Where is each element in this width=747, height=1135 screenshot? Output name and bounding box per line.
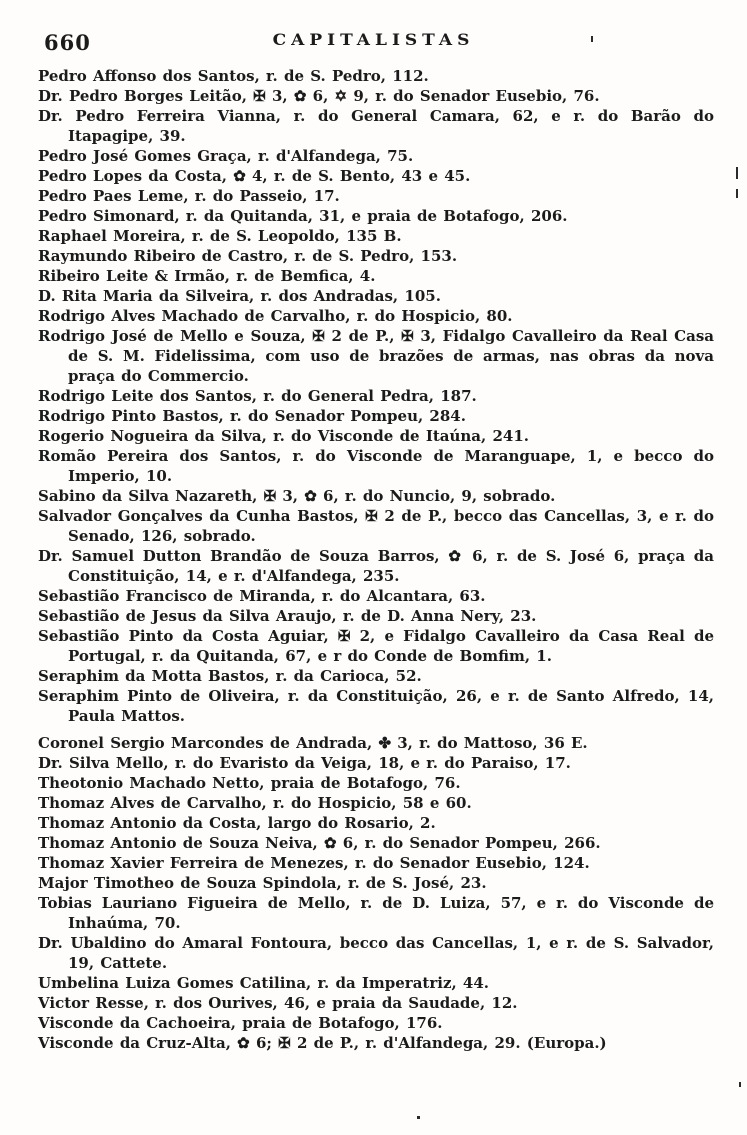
- directory-entry: Sebastião Pinto da Costa Aguiar, ✠ 2, e Fidalgo Cavalleiro da Casa Real de Portugal, r. da Quitanda, 67, e r do Conde de Bomfim, 1.: [38, 627, 714, 665]
- scan-artifact: [736, 167, 738, 179]
- scan-artifact: [591, 36, 593, 42]
- directory-entry: Pedro José Gomes Graça, r. d'Alfandega, 75.: [38, 147, 414, 165]
- scan-artifact: [417, 1116, 420, 1119]
- scan-artifact: [739, 1082, 741, 1087]
- directory-entry: Coronel Sergio Marcondes de Andrada, ✤ 3, r. do Mattoso, 36 E.: [38, 734, 588, 752]
- directory-entry: Rodrigo José de Mello e Souza, ✠ 2 de P., ✠ 3, Fidalgo Cavalleiro da Real Casa de S. M. Fidelissima, com uso de brazões de armas, nas obras da nova praça do Commercio.: [38, 327, 714, 385]
- directory-list: [38, 66, 714, 1053]
- directory-entry: Raphael Moreira, r. de S. Leopoldo, 135 B.: [38, 227, 402, 245]
- directory-entry: Rodrigo Leite dos Santos, r. do General Pedra, 187.: [38, 387, 477, 405]
- directory-entry: Salvador Gonçalves da Cunha Bastos, ✠ 2 de P., becco das Cancellas, 3, e r. do Senado, 126, sobrado.: [38, 507, 714, 545]
- directory-entry: Dr. Pedro Ferreira Vianna, r. do General Camara, 62, e r. do Barão do Itapagipe, 39.: [38, 107, 714, 145]
- directory-entry: Umbelina Luiza Gomes Catilina, r. da Imperatriz, 44.: [38, 974, 490, 992]
- directory-entry: Pedro Paes Leme, r. do Passeio, 17.: [38, 187, 340, 205]
- page-number: 660: [44, 30, 91, 55]
- directory-entry: Pedro Affonso dos Santos, r. de S. Pedro, 112.: [38, 67, 429, 85]
- directory-entry: Rogerio Nogueira da Silva, r. do Visconde de Itaúna, 241.: [38, 427, 529, 445]
- directory-entry: Victor Resse, r. dos Ourives, 46, e praia da Saudade, 12.: [38, 994, 518, 1012]
- directory-entry: Dr. Silva Mello, r. do Evaristo da Veiga, 18, e r. do Paraiso, 17.: [38, 754, 571, 772]
- directory-entry: Major Timotheo de Souza Spindola, r. de S. José, 23.: [38, 874, 487, 892]
- directory-entry: Dr. Ubaldino do Amaral Fontoura, becco das Cancellas, 1, e r. de S. Salvador, 19, Cattete.: [38, 934, 714, 972]
- directory-entry: Thomaz Antonio da Costa, largo do Rosario, 2.: [38, 814, 436, 832]
- directory-entry: Thomaz Xavier Ferreira de Menezes, r. do Senador Eusebio, 124.: [38, 854, 590, 872]
- directory-entry: Pedro Simonard, r. da Quitanda, 31, e praia de Botafogo, 206.: [38, 207, 568, 225]
- directory-entry: Ribeiro Leite & Irmão, r. de Bemfica, 4.: [38, 267, 376, 285]
- directory-entry: Pedro Lopes da Costa, ✿ 4, r. de S. Bento, 43 e 45.: [38, 167, 471, 185]
- directory-entry: Raymundo Ribeiro de Castro, r. de S. Pedro, 153.: [38, 247, 458, 265]
- directory-entry: Visconde da Cachoeira, praia de Botafogo, 176.: [38, 1014, 443, 1032]
- directory-entry: Theotonio Machado Netto, praia de Botafogo, 76.: [38, 774, 461, 792]
- directory-entry: Dr. Pedro Borges Leitão, ✠ 3, ✿ 6, ✡ 9, r. do Senador Eusebio, 76.: [38, 87, 600, 105]
- directory-entry: Sebastião Francisco de Miranda, r. do Alcantara, 63.: [38, 587, 486, 605]
- directory-entry: Sebastião de Jesus da Silva Araujo, r. de D. Anna Nery, 23.: [38, 607, 537, 625]
- directory-entry: Sabino da Silva Nazareth, ✠ 3, ✿ 6, r. do Nuncio, 9, sobrado.: [38, 487, 556, 505]
- directory-entry: Seraphim Pinto de Oliveira, r. da Constituição, 26, e r. de Santo Alfredo, 14, Paula Mattos.: [38, 687, 714, 725]
- scan-artifact: [736, 189, 738, 198]
- directory-entry: Visconde da Cruz-Alta, ✿ 6; ✠ 2 de P., r. d'Alfandega, 29. (Europa.): [38, 1034, 607, 1052]
- page-header: [0, 30, 747, 60]
- directory-entry: Seraphim da Motta Bastos, r. da Carioca, 52.: [38, 667, 422, 685]
- directory-entry: Rodrigo Alves Machado de Carvalho, r. do Hospicio, 80.: [38, 307, 513, 325]
- directory-entry: Romão Pereira dos Santos, r. do Visconde de Maranguape, 1, e becco do Imperio, 10.: [38, 447, 714, 485]
- directory-entry: Thomaz Alves de Carvalho, r. do Hospicio, 58 e 60.: [38, 794, 472, 812]
- directory-entry: Dr. Samuel Dutton Brandão de Souza Barros, ✿ 6, r. de S. José 6, praça da Constituição, 14, e r. d'Alfandega, 235.: [38, 547, 714, 585]
- directory-entry: Rodrigo Pinto Bastos, r. do Senador Pompeu, 284.: [38, 407, 466, 425]
- directory-entry: D. Rita Maria da Silveira, r. dos Andradas, 105.: [38, 287, 441, 305]
- directory-entry: Thomaz Antonio de Souza Neiva, ✿ 6, r. do Senador Pompeu, 266.: [38, 834, 601, 852]
- page-title: CAPITALISTAS: [272, 30, 475, 50]
- directory-entry: Tobias Lauriano Figueira de Mello, r. de D. Luiza, 57, e r. do Visconde de Inhaúma, 70.: [38, 894, 714, 932]
